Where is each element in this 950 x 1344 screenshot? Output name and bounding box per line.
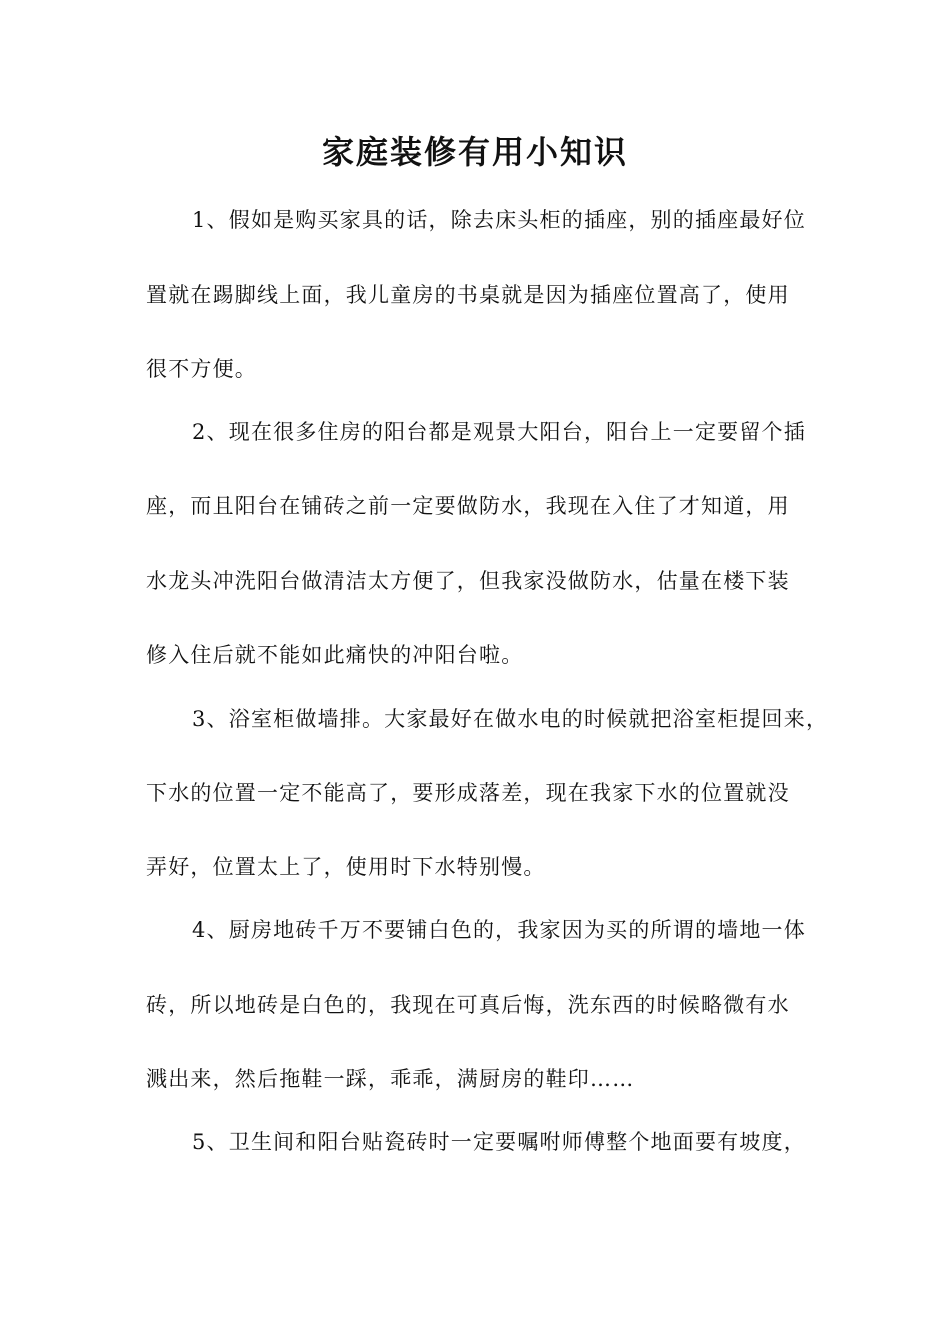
paragraph-5-line-1: 5、卫生间和阳台贴瓷砖时一定要嘱咐师傅整个地面要有坡度，: [192, 1130, 806, 1154]
paragraph-4-line-2: 砖，所以地砖是白色的，我现在可真后悔，洗东西的时候略微有水: [146, 993, 790, 1017]
paragraph-2-line-2: 座，而且阳台在铺砖之前一定要做防水，我现在入住了才知道，用: [146, 494, 790, 518]
paragraph-4-line-1: 4、厨房地砖千万不要铺白色的，我家因为买的所谓的墙地一体: [192, 918, 806, 942]
paragraph-4-line-3: 溅出来，然后拖鞋一踩，乖乖，满厨房的鞋印……: [146, 1067, 635, 1091]
document-title: 家庭装修有用小知识: [321, 133, 628, 171]
paragraph-2-line-1: 2、现在很多住房的阳台都是观景大阳台，阳台上一定要留个插: [192, 420, 806, 444]
paragraph-2-line-4: 修入住后就不能如此痛快的冲阳台啦。: [146, 643, 524, 667]
paragraph-2-line-3: 水龙头冲洗阳台做清洁太方便了，但我家没做防水，估量在楼下装: [146, 569, 790, 593]
paragraph-3-line-3: 弄好，位置太上了，使用时下水特别慢。: [146, 855, 546, 879]
paragraph-3-line-1: 3、浴室柜做墙排。大家最好在做水电的时候就把浴室柜提回来，: [192, 707, 829, 731]
paragraph-1-line-1: 1、假如是购买家具的话，除去床头柜的插座，别的插座最好位: [192, 208, 806, 232]
paragraph-1-line-2: 置就在踢脚线上面，我儿童房的书桌就是因为插座位置高了，使用: [146, 283, 790, 307]
paragraph-3-line-2: 下水的位置一定不能高了，要形成落差，现在我家下水的位置就没: [146, 781, 790, 805]
paragraph-1-line-3: 很不方便。: [146, 357, 257, 381]
